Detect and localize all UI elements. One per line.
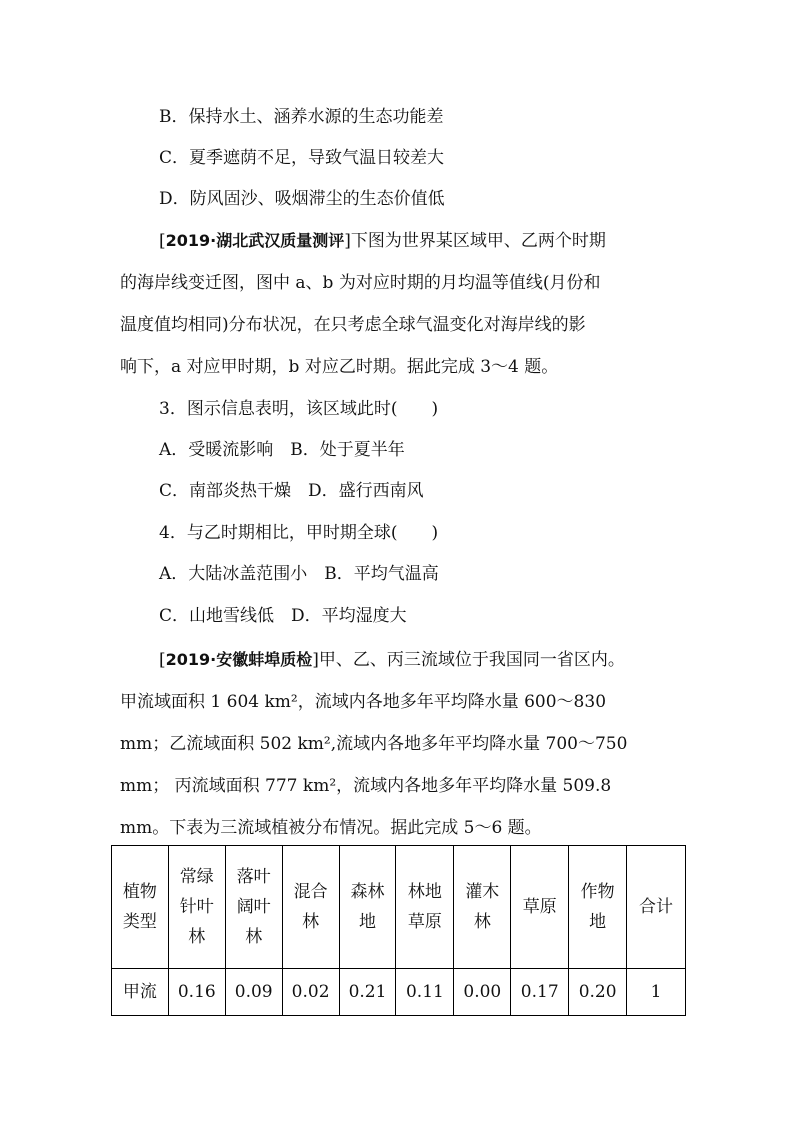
passage2-line5: mm。下表为三流域植被分布情况。据此完成 5～6 题。	[120, 818, 542, 838]
passage1-source: 2019·湖北武汉质量测评	[165, 231, 345, 250]
passage1-line4: 响下，a 对应甲时期，b 对应乙时期。据此完成 3～4 题。	[120, 357, 559, 377]
q4-stem: 4．与乙时期相比，甲时期全球( )	[159, 523, 439, 543]
passage1-line3: 温度值均相同)分布状况，在只考虑全球气温变化对海岸线的影	[120, 315, 586, 335]
table-cell: 0.00	[454, 969, 511, 1016]
q4-options-ab: A．大陆冰盖范围小 B．平均气温高	[159, 564, 439, 584]
q4-options-cd: C．山地雪线低 D．平均湿度大	[159, 606, 407, 626]
passage2-line1-text: 甲、乙、丙三流域位于我国同一省区内。	[318, 650, 625, 670]
passage2-line4: mm； 丙流域面积 777 km²，流域内各地多年平均降水量 509.8	[120, 776, 612, 796]
table-cell: 0.21	[339, 969, 396, 1016]
passage1-line1-text: 下图为世界某区域甲、乙两个时期	[350, 231, 606, 251]
passage2-source: 2019·安徽蚌埠质检	[165, 650, 313, 669]
header-cell: 草原	[511, 846, 569, 969]
option-b-prev: B．保持水土、涵养水源的生态功能差	[159, 107, 444, 127]
header-cell: 灌木 林	[454, 846, 511, 969]
passage2-line3: mm；乙流域面积 502 km²,流域内各地多年平均降水量 700～750	[120, 734, 628, 754]
q3-options-ab: A．受暖流影响 B．处于夏半年	[159, 440, 405, 460]
table-cell: 1	[627, 969, 686, 1016]
header-cell: 植物 类型	[112, 846, 169, 969]
table-cell: 0.02	[282, 969, 339, 1016]
table-row	[112, 969, 686, 1016]
header-cell: 森林 地	[339, 846, 396, 969]
vegetation-table	[111, 845, 686, 1016]
option-c-prev: C．夏季遮荫不足，导致气温日较差大	[159, 148, 445, 168]
header-cell: 落叶 阔叶 林	[225, 846, 282, 969]
table-cell: 0.16	[168, 969, 225, 1016]
passage2-line1: [2019·安徽蚌埠质检]甲、乙、丙三流域位于我国同一省区内。	[159, 650, 625, 670]
passage1-line2: 的海岸线变迁图，图中 a、b 为对应时期的月均温等值线(月份和	[120, 273, 601, 293]
header-cell: 作物 地	[569, 846, 627, 969]
header-cell: 林地 草原	[396, 846, 454, 969]
passage2-line2: 甲流域面积 1 604 km²，流域内各地多年平均降水量 600～830	[120, 692, 607, 712]
table-cell: 甲流	[112, 969, 169, 1016]
header-cell: 合计	[627, 846, 686, 969]
table-header-row	[112, 846, 686, 969]
q3-options-cd: C．南部炎热干燥 D．盛行西南风	[159, 481, 424, 501]
table-cell: 0.20	[569, 969, 627, 1016]
table-cell: 0.17	[511, 969, 569, 1016]
table-cell: 0.11	[396, 969, 454, 1016]
q3-stem: 3．图示信息表明，该区域此时( )	[159, 399, 439, 419]
table-cell: 0.09	[225, 969, 282, 1016]
option-d-prev: D．防风固沙、吸烟滞尘的生态价值低	[159, 189, 445, 209]
passage1-line1: [2019·湖北武汉质量测评]下图为世界某区域甲、乙两个时期	[159, 231, 606, 251]
header-cell: 常绿 针叶 林	[168, 846, 225, 969]
header-cell: 混合 林	[282, 846, 339, 969]
